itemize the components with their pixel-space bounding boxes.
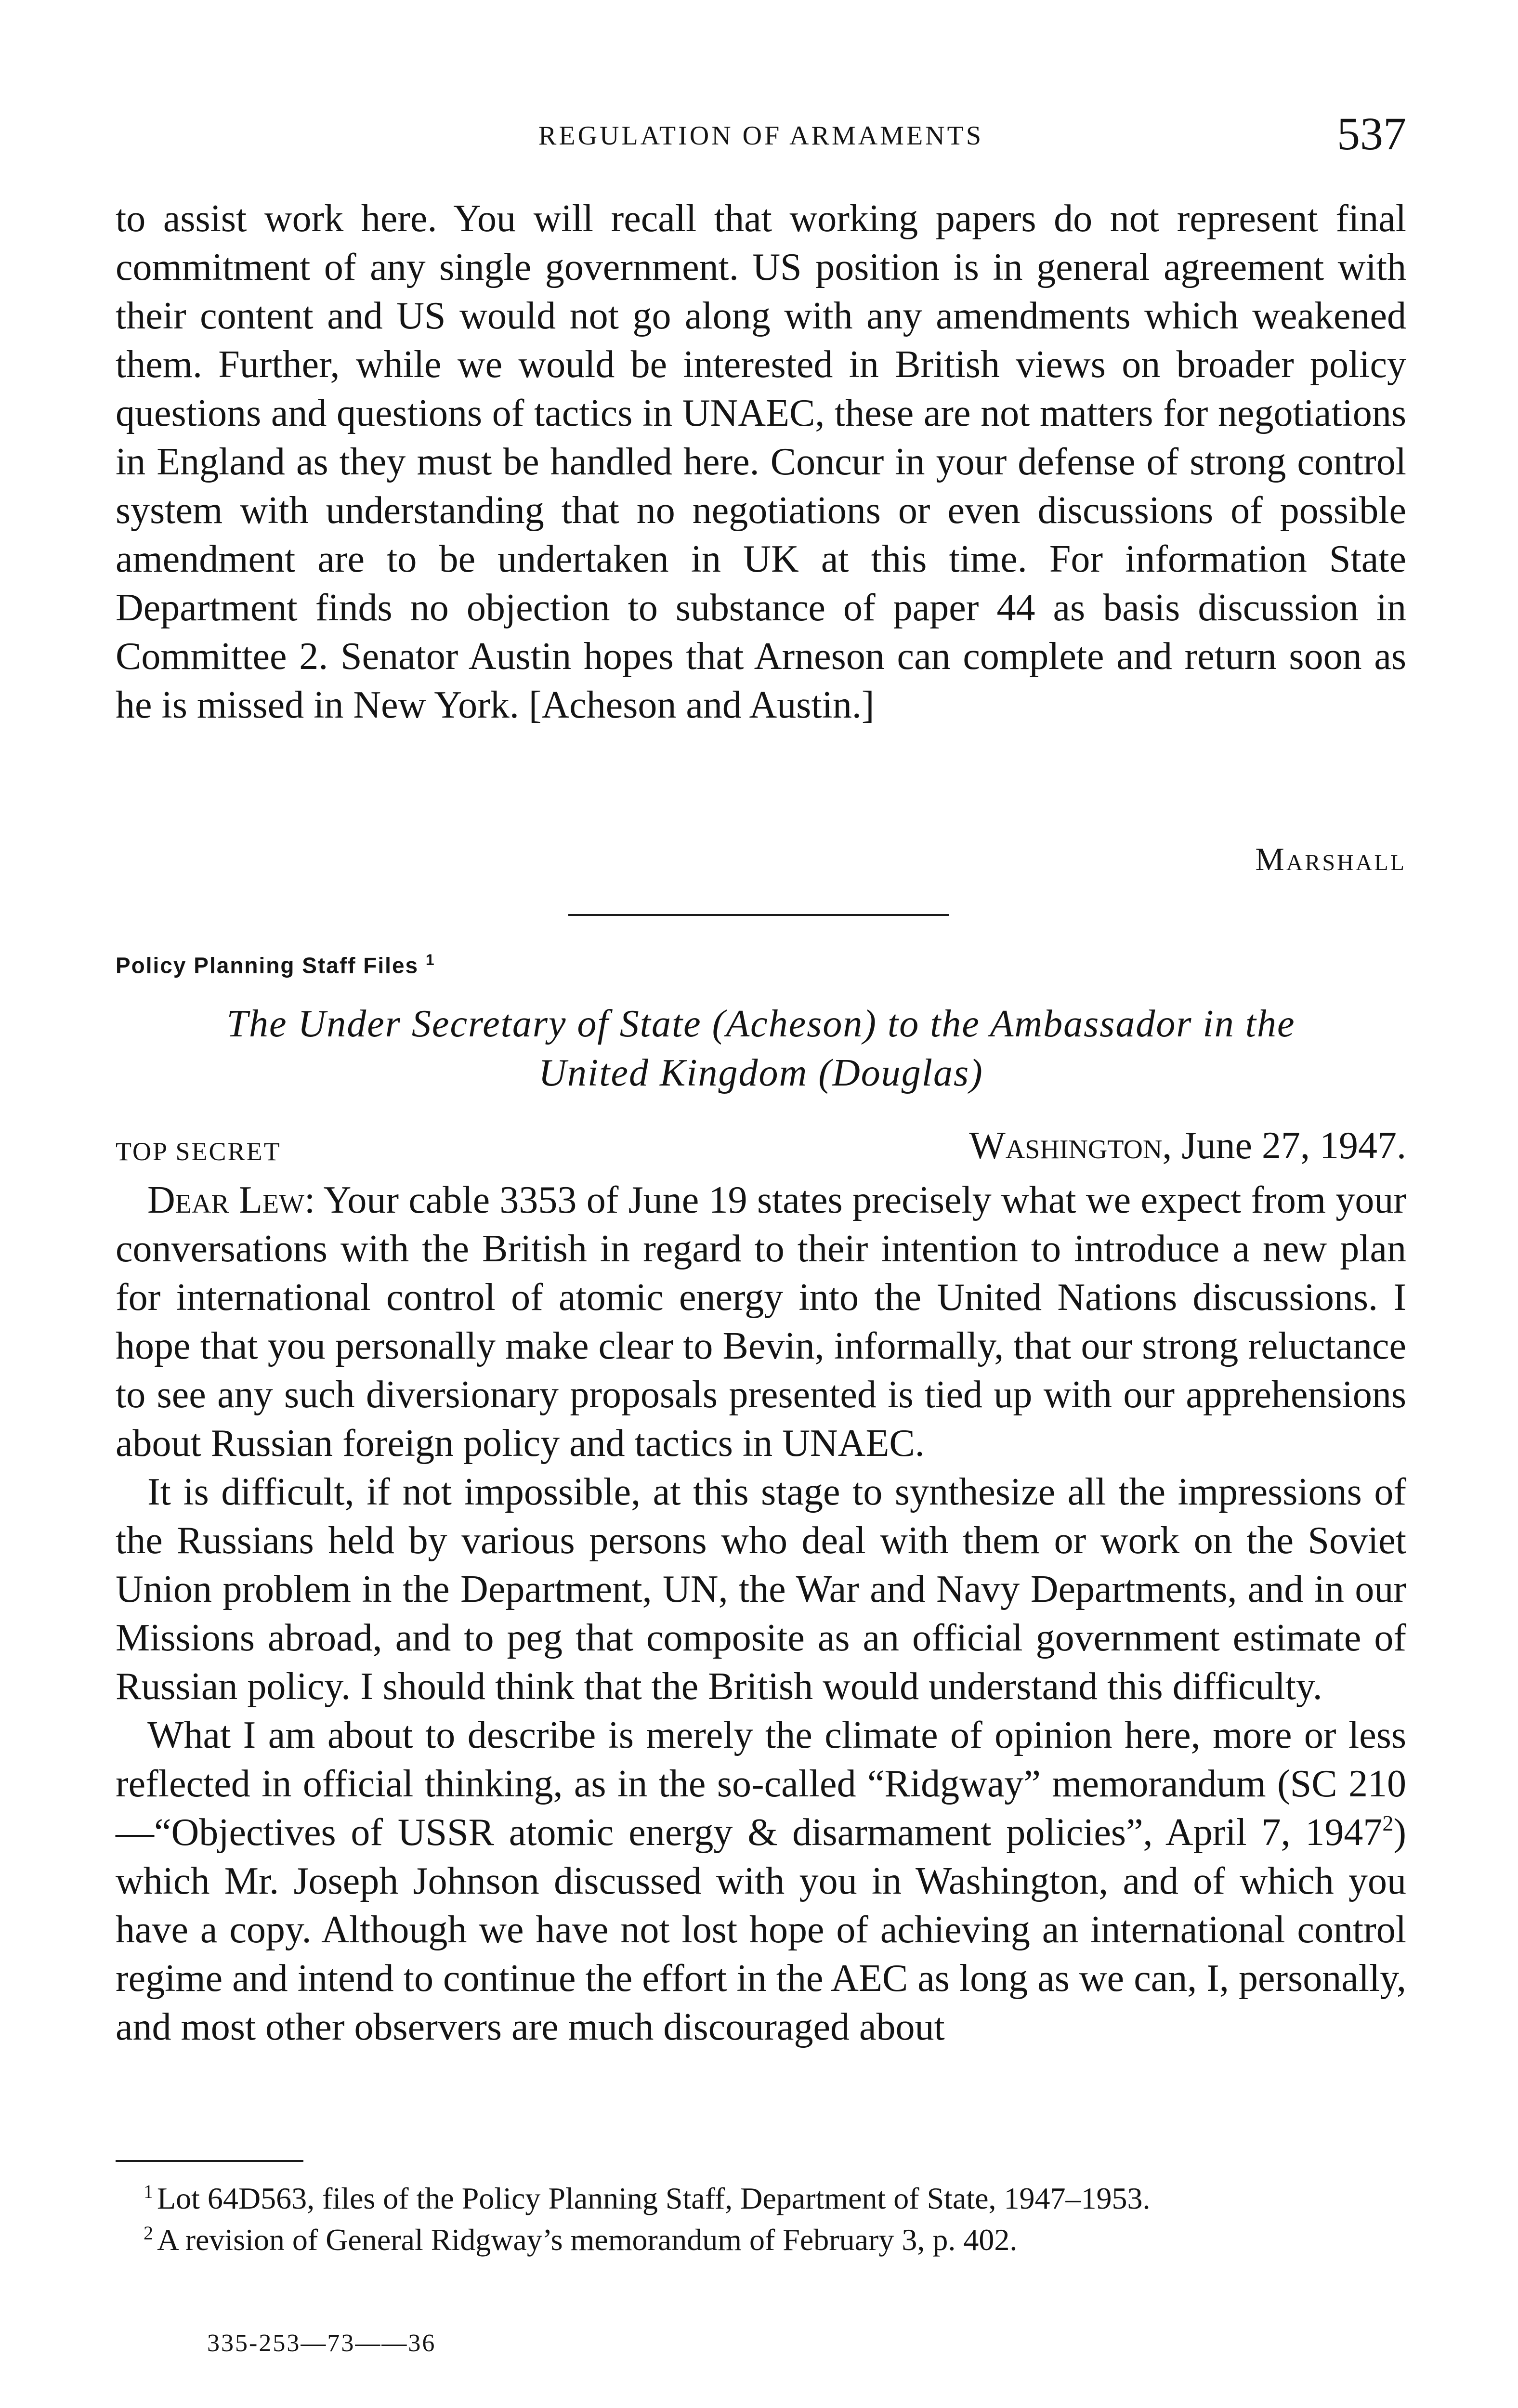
document-title xyxy=(116,999,1406,1098)
document-title-line-1: The Under Secretary of State (Acheson) to the Ambassador in the xyxy=(226,1003,1296,1045)
print-code: 335-253—73——36 xyxy=(207,2329,436,2357)
paragraph-1-text: Your cable 3353 of June 19 states precisely what we expect from your conversations with the British in regard to their intention to introduce a new plan for international control of atomic energy into the United Nations discussions. I hope that you personally make clear to Bevin, informally, that our strong reluctance to see any such diversionary proposals presented is tied up with our apprehensions about Russian foreign policy and tactics in UNAEC. xyxy=(116,1179,1407,1465)
footnote-1-text: Lot 64D563, files of the Policy Planning Staff, Department of State, 1947–1953. xyxy=(157,2181,1151,2215)
running-title: REGULATION OF ARMAMENTS xyxy=(538,121,983,151)
salutation: Dear Lew: xyxy=(147,1179,315,1221)
continued-paragraph: to assist work here. You will recall that working papers do not represent final commitment of any single government. US position is in general agreement with their content and US would not go along with any amendments which weakened them. Further, while we would be interested in British views on broader policy questions and questions of tactics in UNAEC, these are not matters for negotiations in England as they must be handled here. Concur in your defense of strong control system with understanding that no negotiations or even discussions of possible amendment are to be undertaken in UK at this time. For information State Department finds no objection to substance of paper 44 as basis discussion in Committee 2. Senator Austin hopes that Arneson can complete and return soon as he is missed in New York. [Acheson and Austin.] xyxy=(116,197,1406,726)
letter-paragraph-3 xyxy=(116,1711,1406,2052)
footnote-2 xyxy=(116,2216,1406,2257)
document-title-line-2: United Kingdom (Douglas) xyxy=(538,1052,983,1094)
footnote-ref-1: 1 xyxy=(425,951,435,968)
section-divider xyxy=(568,914,949,916)
paragraph-3-text-a: What I am about to describe is merely the climate of opinion here, more or less reflected in official thinking, as in the so-called “Ridgway” memorandum (SC 210—“Objectives of USSR atomic energy & disarmament policies”, April 7, 1947 xyxy=(116,1714,1406,1854)
signature: Marshall xyxy=(1255,841,1406,877)
letter-paragraph-2: It is difficult, if not impossible, at this stage to synthesize all the impressions of the Russians held by various persons who deal with them or work on the Soviet Union problem in the Department, UN, the War and Navy Departments, and in our Missions abroad, and to peg that composite as an official government estimate of Russian policy. I should think that the British would understand this difficulty. xyxy=(116,1471,1406,1708)
dateline-place: Washington, xyxy=(969,1125,1172,1167)
page-number: 537 xyxy=(1337,108,1406,159)
classification-marking: TOP SECRET xyxy=(116,1137,281,1166)
file-source-heading xyxy=(116,951,435,978)
letter-paragraph-1 xyxy=(116,1176,1406,1468)
running-header xyxy=(116,108,1406,169)
footnote-2-text: A revision of General Ridgway’s memorandum of February 3, p. 402. xyxy=(157,2223,1018,2257)
file-source: Policy Planning Staff Files xyxy=(116,953,419,978)
footnote-rule xyxy=(116,2160,303,2162)
paragraph-3-text-b: ) which Mr. Joseph Johnson discussed with you in Washington, and of which you have a copy. Although we have not lost hope of achieving an international control regime and intend to continue the effort in the AEC as long as we can, I, personally, and most other observers are much discouraged about xyxy=(116,1811,1406,2048)
dateline-date: June 27, 1947. xyxy=(1181,1125,1406,1167)
dateline xyxy=(969,1124,1406,1168)
letter-body xyxy=(116,1176,1406,2052)
footnote-1 xyxy=(116,2174,1406,2216)
footnotes xyxy=(116,2174,1406,2257)
previous-document-text xyxy=(116,195,1406,730)
footnote-1-mark: 1 xyxy=(144,2181,153,2202)
footnote-ref-2: 2 xyxy=(1382,1811,1394,1835)
footnote-2-mark: 2 xyxy=(144,2222,153,2244)
